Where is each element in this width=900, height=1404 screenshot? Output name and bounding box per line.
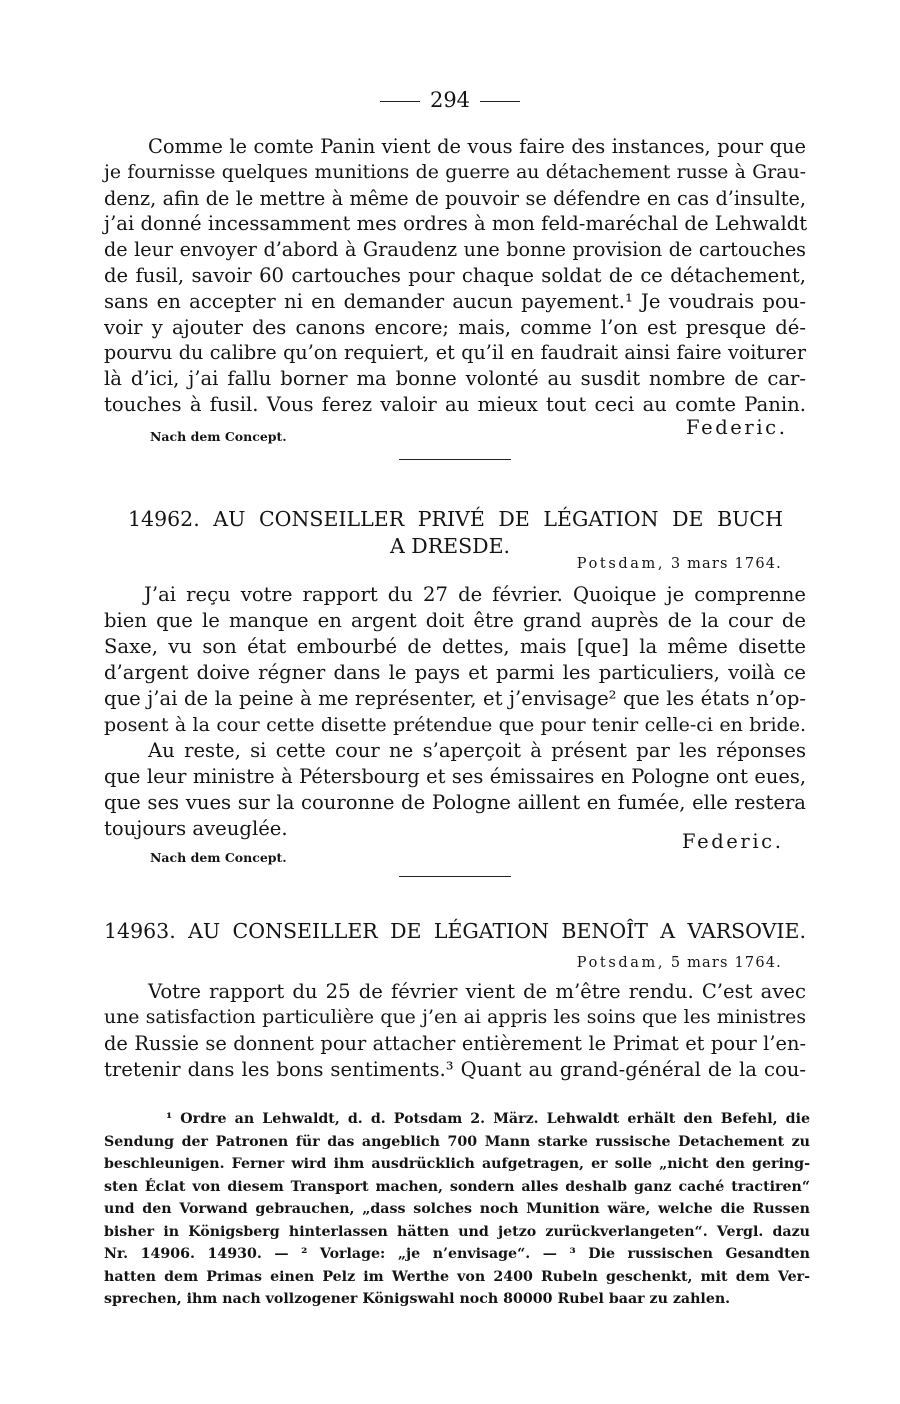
- footnote-line: hatten dem Primas einen Pelz im Werthe von 2400 Rubeln geschenkt, mit dem Ver-: [104, 1268, 810, 1285]
- text-line: J’ai reçu votre rapport du 27 de février. Quoique je comprenne: [144, 583, 806, 606]
- text-line: pourvu du calibre qu’on requiert, et qu’il en faudrait ainsi faire voiturer: [104, 341, 806, 365]
- section-divider: [399, 876, 511, 877]
- text-line: je fournisse quelques munitions de guerre au détachement russe à Grau-: [104, 161, 806, 183]
- dateline: [577, 955, 782, 971]
- text-line: Comme le comte Panin vient de vous faire des instances, pour que: [148, 135, 806, 158]
- footnote-line: Nr. 14906. 14930. — ² Vorlage: „je n’envisage“. — ³ Die russischen Gesandten: [104, 1246, 810, 1262]
- dateline: [577, 556, 782, 572]
- text-line: de Russie se donnent pour attacher entièrement le Primat et pour l’en-: [104, 1032, 806, 1055]
- text-line: Au reste, si cette cour ne s’aperçoit à présent par les réponses: [148, 739, 806, 762]
- text-line: là d’ici, j’ai fallu borner ma bonne volonté au susdit nombre de car-: [104, 367, 806, 391]
- text-line: bien que le manque en argent doit être grand auprès de la cour de: [104, 609, 806, 632]
- text-line: touches à fusil. Vous ferez valoir au mieux tout ceci au comte Panin.: [104, 392, 806, 416]
- text-line: voir y ajouter des canons encore; mais, comme l’on est presque dé-: [104, 315, 806, 339]
- page-number-dash-right: [480, 101, 520, 102]
- text-line: d’argent doive régner dans le pays et parmi les particuliers, voilà ce: [104, 661, 806, 684]
- text-line: de fusil, savoir 60 cartouches pour chaque soldat de ce détachement,: [104, 263, 806, 287]
- dateline-date: 5 mars 1764.: [670, 955, 782, 971]
- footnote-line: sten Éclat von diesem Transport machen, sondern alles deshalb ganz caché tractiren“: [104, 1178, 810, 1195]
- text-line: tretenir dans les bons sentiments.³ Quant au grand-général de la cou-: [104, 1058, 806, 1081]
- text-line: Saxe, vu son état embourbé de dettes, mais [que] la même disette: [104, 635, 806, 658]
- letter-heading-continued: A DRESDE.: [389, 534, 511, 558]
- page-number-value: 294: [429, 88, 471, 112]
- text-line: toujours aveuglée.: [104, 817, 288, 840]
- source-note: Nach dem Concept.: [150, 429, 287, 444]
- footnote-line: sprechen, ihm nach vollzogener Königswahl noch 80000 Rubel baar zu zahlen.: [104, 1291, 731, 1307]
- text-line: sans en accepter ni en demander aucun payement.¹ Je voudrais pou-: [104, 289, 806, 313]
- footnotes: [104, 1108, 810, 1311]
- footnote-line: und den Vorwand gebrauchen, „dass solches noch Munition wäre, welche die Russen: [104, 1201, 810, 1217]
- footnote-line: ¹ Ordre an Lehwaldt, d. d. Potsdam 2. März. Lehwaldt erhält den Befehl, die: [166, 1111, 810, 1127]
- text-line: j’ai donné incessamment mes ordres à mon feld-maréchal de Lehwaldt: [104, 212, 808, 236]
- text-line: posent à la cour cette disette prétendue que pour tenir celle-ci en bride.: [104, 714, 806, 736]
- letter-heading: 14963. AU CONSEILLER DE LÉGATION BENOÎT A VARSOVIE.: [104, 919, 806, 943]
- dateline-place: Potsdam,: [576, 955, 666, 971]
- page-number: [0, 86, 900, 114]
- page-number-dash-left: [380, 101, 420, 102]
- previous-letter-body: [104, 134, 806, 418]
- source-note: Nach dem Concept.: [150, 850, 287, 865]
- footnote-line: Sendung der Patronen für das angeblich 700 Mann starke russische Detachement zu: [104, 1133, 810, 1150]
- signature: Federic.: [682, 830, 784, 853]
- footnote-line: beschleunigen. Ferner wird ihm ausdrücklich aufgetragen, er solle „nicht den gering-: [104, 1156, 810, 1172]
- letter-14962-body: [104, 582, 806, 842]
- footnote-line: bisher in Königsberg hinterlassen hätten und jetzo zurückverlangeten“. Vergl. dazu: [104, 1223, 810, 1240]
- signature: Federic.: [686, 416, 788, 439]
- text-line: que j’ai de la peine à me représenter, et j’envisage² que les états n’op-: [104, 687, 806, 710]
- section-divider: [399, 459, 511, 460]
- letter-14963-body: [104, 979, 806, 1083]
- text-line: de leur envoyer d’abord à Graudenz une bonne provision de cartouches: [104, 238, 806, 262]
- text-line: que ses vues sur la couronne de Pologne aillent en fumée, elle restera: [104, 791, 806, 814]
- text-line: que leur ministre à Pétersbourg et ses émissaires en Pologne ont eues,: [104, 765, 806, 788]
- text-line: une satisfaction particulière que j’en ai appris les soins que les ministres: [104, 1007, 806, 1028]
- dateline-date: 3 mars 1764.: [670, 556, 782, 572]
- text-line: denz, afin de le mettre à même de pouvoir se défendre en cas d’insulte,: [104, 186, 806, 210]
- text-line: Votre rapport du 25 de février vient de m’être rendu. C’est avec: [148, 980, 806, 1003]
- dateline-place: Potsdam,: [576, 556, 666, 572]
- letter-heading: 14962. AU CONSEILLER PRIVÉ DE LÉGATION DE BUCH: [128, 507, 783, 531]
